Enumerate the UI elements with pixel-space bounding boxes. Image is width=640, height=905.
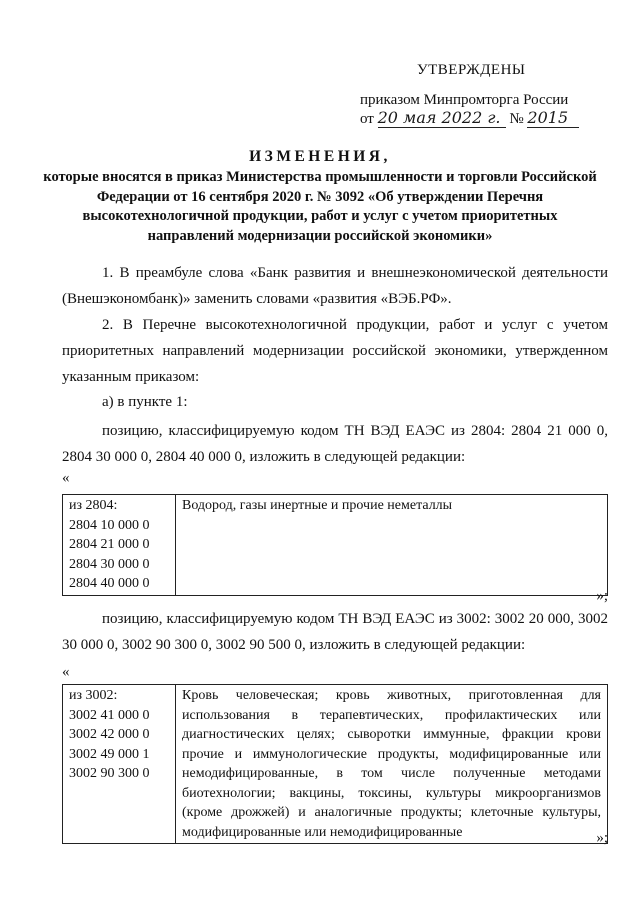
code-line: 2804 40 000 0 (69, 576, 150, 591)
codes-cell (63, 495, 176, 596)
quote-close-1: »; (596, 588, 608, 604)
paragraph-4: позицию, классифицируемую кодом ТН ВЭД ЕАЭС из 2804: 2804 21 000 0, 2804 30 000 0, 2804 40 000 0, изложить в следующей редакции: (62, 423, 608, 465)
handwritten-number: 2015 (527, 109, 579, 128)
order-line: приказом Минпромторга России (360, 92, 569, 108)
code-line: 3002 41 000 0 (69, 707, 150, 723)
document-title: ИЗМЕНЕНИЯ, (249, 148, 391, 165)
handwritten-date: 20 мая 2022 г. (378, 109, 506, 128)
document-subtitle: которые вносятся в приказ Министерства промышленности и торговли Российской Федерации от 16 сентября 2020 г. № 3092 «Об утверждении Перечня высокотехнологичной продукции, работ и услуг с учетом приоритетных направлений модернизации российской экономики» (43, 169, 597, 244)
description-cell: Кровь человеческая; кровь животных, приготовленная для использования в терапевтических, профилактических или диагностических целях; сыворотки иммунные, фракции крови прочие и иммунологические продукты, модифицированные или немодифицированные, в том числе полученные методами биотехнологии; вакцины, токсины, культуры микроорганизмов (кроме дрожжей) и аналогичные продукты; клеточные культуры, модифицированные или немодифицированные (176, 685, 608, 844)
description-cell: Водород, газы инертные и прочие неметаллы (176, 495, 608, 596)
code-line: 3002 42 000 0 (69, 727, 150, 742)
code-line: 2804 21 000 0 (69, 537, 150, 552)
code-line: 3002 49 000 1 (69, 746, 150, 762)
code-line: из 3002: (69, 688, 118, 703)
code-line: 3002 90 300 0 (69, 766, 150, 781)
from-label: от (360, 111, 374, 127)
paragraph-1: 1. В преамбуле слова «Банк развития и внешнеэкономической деятельности (Внешэкономбанк)» заменить словами «развития «ВЭБ.РФ». (62, 265, 608, 307)
quote-close-2: »; (596, 830, 608, 846)
code-line: 2804 10 000 0 (69, 517, 150, 533)
number-label: № (509, 111, 524, 127)
codes-cell (63, 685, 176, 844)
quote-open-2: « (62, 664, 70, 680)
order-date-number (360, 109, 579, 128)
code-line: 2804 30 000 0 (69, 556, 150, 572)
approved-stamp: УТВЕРЖДЕНЫ (417, 62, 526, 78)
paragraph-3: а) в пункте 1: (102, 394, 188, 410)
paragraph-5: позицию, классифицируемую кодом ТН ВЭД ЕАЭС из 3002: 3002 20 000, 3002 30 000 0, 3002 90 300 0, 3002 90 500 0, изложить в следующей редакции: (62, 611, 608, 653)
paragraph-2: 2. В Перечне высокотехнологичной продукции, работ и услуг с учетом приоритетных направлений модернизации российской экономики, утвержденном указанным приказом: (62, 317, 608, 385)
table-3002 (62, 684, 608, 844)
quote-open-1: « (62, 470, 70, 486)
table-row (63, 495, 608, 596)
code-line: из 2804: (69, 498, 118, 513)
order-reference (360, 91, 579, 128)
table-2804 (62, 494, 608, 596)
table-row (63, 685, 608, 844)
